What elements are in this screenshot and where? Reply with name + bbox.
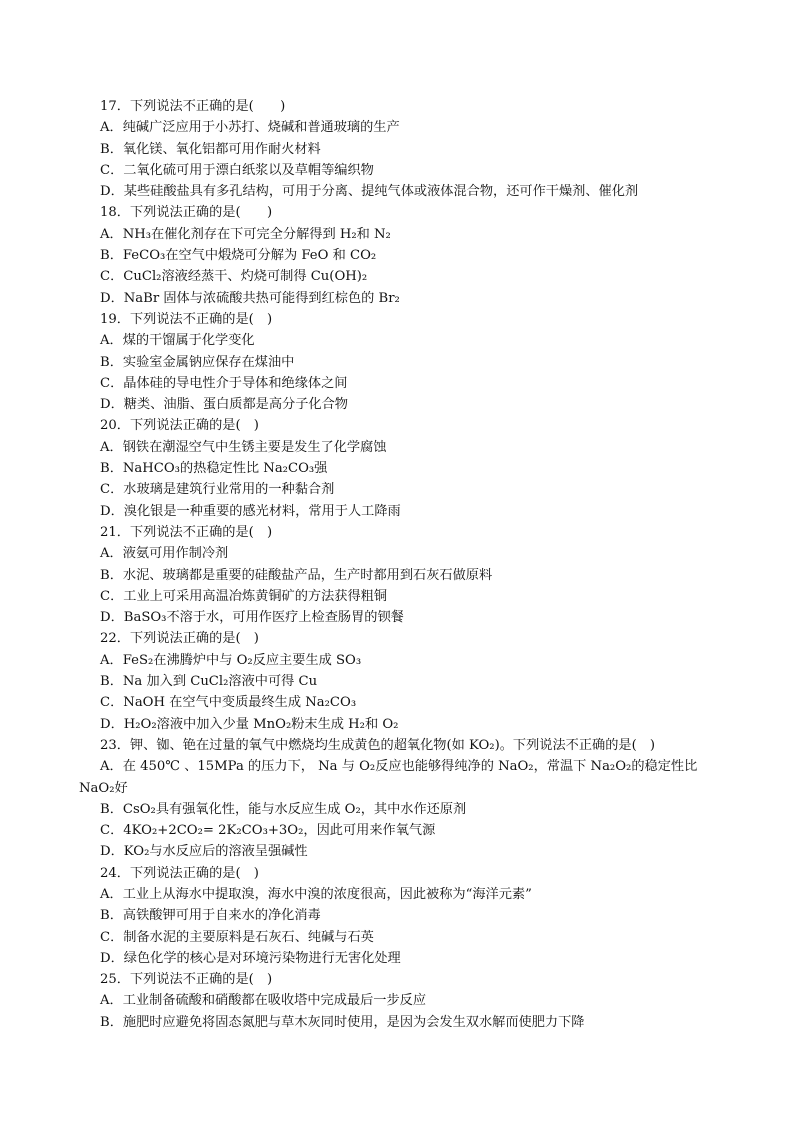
option-line: D．糖类、油脂、蛋白质都是高分子化合物 [100, 397, 348, 413]
option-line: B．施肥时应避免将固态氮肥与草木灰同时使用，是因为会发生双水解而使肥力下降 [100, 1014, 585, 1030]
question-stem: 23．钾、铷、铯在过量的氧气中燃烧均生成黄色的超氧化物(如 KO₂)。下列说法不正确的是( ) [100, 737, 656, 753]
question-stem: 18．下列说法正确的是( ) [100, 205, 273, 221]
option-line: D．某些硅酸盐具有多孔结构，可用于分离、提纯气体或液体混合物，还可作干燥剂、催化剂 [100, 184, 639, 200]
option-line: A．煤的干馏属于化学变化 [100, 333, 255, 349]
option-line: D．KO₂与水反应后的溶液呈强碱性 [100, 844, 308, 860]
option-line: D．NaBr 固体与浓硫酸共热可能得到红棕色的 Br₂ [100, 290, 400, 306]
option-line: C．4KO₂+2CO₂= 2K₂CO₃+3O₂，因此可用来作氧气源 [100, 823, 436, 839]
option-line: C．晶体硅的导电性介于导体和绝缘体之间 [100, 375, 348, 391]
question-stem: 20．下列说法正确的是( ) [100, 418, 259, 434]
option-line: D．BaSO₃不溶于水，可用作医疗上检查肠胃的钡餐 [100, 610, 404, 626]
option-line-continued: NaO₂好 [79, 780, 128, 796]
option-line: C．NaOH 在空气中变质最终生成 Na₂CO₃ [100, 695, 357, 711]
option-line: D．绿色化学的核心是对环境污染物进行无害化处理 [100, 950, 401, 966]
question-stem: 17．下列说法不正确的是( ) [100, 99, 286, 114]
option-line: B．Na 加入到 CuCl₂溶液中可得 Cu [100, 674, 318, 690]
question-stem: 25．下列说法不正确的是( ) [100, 972, 273, 988]
option-line: A．钢铁在潮湿空气中生锈主要是发生了化学腐蚀 [100, 439, 387, 455]
option-line: B．水泥、玻璃都是重要的硅酸盐产品，生产时都用到石灰石做原料 [100, 567, 493, 583]
option-line: C．CuCl₂溶液经蒸干、灼烧可制得 Cu(OH)₂ [100, 269, 368, 285]
option-line: C．制备水泥的主要原料是石灰石、纯碱与石英 [100, 929, 374, 945]
option-line: C．工业上可采用高温冶炼黄铜矿的方法获得粗铜 [100, 588, 388, 604]
option-line: A．工业制备硫酸和硝酸都在吸收塔中完成最后一步反应 [100, 993, 427, 1009]
question-stem: 19．下列说法不正确的是( ) [100, 311, 273, 327]
option-line: B．实验室金属钠应保存在煤油中 [100, 354, 295, 370]
option-line: B．FeCO₃在空气中煅烧可分解为 FeO 和 CO₂ [100, 248, 377, 264]
option-line: A．NH₃在催化剂存在下可完全分解得到 H₂和 N₂ [100, 226, 391, 242]
option-line: D．溴化银是一种重要的感光材料，常用于人工降雨 [100, 503, 401, 519]
option-line: B．氧化镁、氧化铝都可用作耐火材料 [100, 141, 321, 157]
option-line: D．H₂O₂溶液中加入少量 MnO₂粉末生成 H₂和 O₂ [100, 716, 399, 732]
option-line: A．工业上从海水中提取溴，海水中溴的浓度很高，因此被称为“海洋元素” [100, 886, 532, 902]
option-line: A．液氨可用作制冷剂 [100, 546, 229, 562]
question-list [79, 96, 719, 1033]
question-stem: 21．下列说法不正确的是( ) [100, 524, 273, 540]
option-line: B．高铁酸钾可用于自来水的净化消毒 [100, 908, 321, 924]
option-line: B．CsO₂具有强氧化性，能与水反应生成 O₂，其中水作还原剂 [100, 801, 467, 817]
option-line: A．在 450℃ 、15MPa 的压力下， Na 与 O₂反应也能够得纯净的 NaO₂，常温下 Na₂O₂的稳定性比 [100, 759, 698, 775]
option-line: C．二氧化硫可用于漂白纸浆以及草帽等编织物 [100, 162, 374, 178]
option-line: A．FeS₂在沸腾炉中与 O₂反应主要生成 SO₃ [100, 652, 362, 668]
question-stem: 24．下列说法正确的是( ) [100, 865, 259, 881]
option-line: A．纯碱广泛应用于小苏打、烧碱和普通玻璃的生产 [100, 120, 400, 136]
option-line: C．水玻璃是建筑行业常用的一种黏合剂 [100, 482, 335, 498]
option-line: B．NaHCO₃的热稳定性比 Na₂CO₃强 [100, 461, 328, 477]
question-stem: 22．下列说法正确的是( ) [100, 631, 259, 647]
